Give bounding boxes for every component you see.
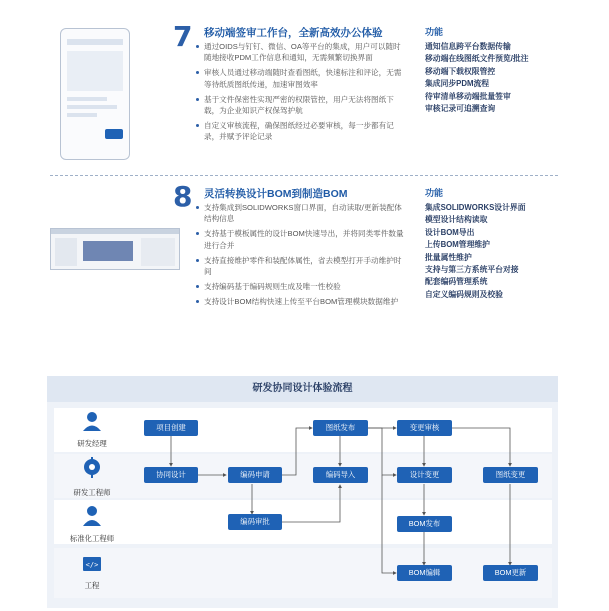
svg-text:</>: </> — [85, 561, 99, 569]
feature-item: 模型设计结构读取 — [425, 215, 488, 225]
flow-box-co-design: 协同设计 — [144, 467, 198, 483]
flow-box-bom-update: BOM更新 — [483, 565, 538, 581]
section-7-number: 7 — [173, 20, 193, 53]
feature-item: 自定义编码规则及校验 — [425, 289, 503, 299]
feature-item: 配套编码管理系统 — [425, 277, 488, 287]
bullet-item: 基于文件保密性实现严密的权限管控，用户无法将图纸下载，为企业知识产权保驾护航 — [195, 94, 407, 116]
flow-title: 研发协同设计体验流程 — [252, 383, 353, 394]
flow-box-change-review: 变更审核 — [397, 420, 452, 436]
bullet-item: 支持直接维护零件和装配体属性，省去模型打开手动维护时间 — [195, 255, 407, 277]
feature-item: 支持与第三方系统平台对接 — [425, 265, 519, 275]
flow-box-code-import: 编码导入 — [313, 467, 368, 483]
feature-item: 设计BOM导出 — [425, 227, 475, 237]
feature-item: 集成同步PDM流程 — [425, 79, 490, 89]
role-label: 工程 — [84, 581, 100, 590]
feature-item: 集成SOLIDWORKS设计界面 — [425, 203, 526, 212]
flow-box-code-apply: 编码申请 — [228, 467, 282, 483]
feature-item: 移动端下载权限管控 — [425, 66, 496, 76]
feature-item: 通知信息跨平台数据传输 — [425, 42, 511, 51]
section-8-features-title: 功能 — [425, 188, 444, 198]
feature-item: 移动端在线图纸文件预览/批注 — [425, 54, 529, 64]
section-7-features-title: 功能 — [425, 27, 444, 37]
bullet-item: 支持设计BOM结构快速上传至平台BOM管理模块数据维护 — [195, 296, 407, 307]
role-label: 研发工程师 — [73, 488, 111, 497]
bullet-item: 审核人员通过移动端随时查看图纸，快速标注和评论，无需等待纸质图纸传递，加速审图效率 — [195, 67, 407, 89]
section-7-title: 移动端签审工作台，全新高效办公体验 — [204, 27, 383, 39]
role-label: 标准化工程师 — [69, 534, 115, 543]
feature-item: 审核记录可追溯查询 — [425, 104, 496, 114]
flow-box-design-change: 设计变更 — [397, 467, 452, 483]
bullet-item: 通过OIDS与钉钉、微信、OA等平台的集成，用户可以随时随地接收PDM工作信息和通知，无需频繁切换界面 — [195, 41, 407, 63]
section-8-title: 灵活转换设计BOM到制造BOM — [204, 188, 348, 200]
flow-box-code-review: 编码审批 — [228, 514, 282, 530]
bullet-item: 支持编码基于编码规则生成及唯一性校验 — [195, 281, 407, 292]
flow-box-drawing-release: 图纸发布 — [313, 420, 368, 436]
feature-item: 上传BOM管理维护 — [425, 240, 490, 250]
role-label: 研发经理 — [77, 439, 107, 448]
flow-box-bom-edit: BOM编辑 — [397, 565, 452, 581]
flow-box-project-create: 项目创建 — [144, 420, 198, 436]
flow-box-drawing-change: 图纸变更 — [483, 467, 538, 483]
bullet-item: 支持集成到SOLIDWORKS窗口界面，自动读取/更新装配体结构信息 — [195, 202, 407, 224]
feature-item: 批量属性维护 — [425, 252, 472, 262]
flow-box-bom-release: BOM发布 — [397, 516, 452, 532]
bullet-item: 自定义审核流程，确保图纸经过必要审核，每一步都有记录，并赋予评论记录 — [195, 120, 407, 142]
section-8-number: 8 — [173, 180, 193, 213]
feature-item: 待审清单移动端批量签审 — [425, 91, 511, 101]
bullet-item: 支持基于模板属性的设计BOM快速导出，并将同类零件数量进行合并 — [195, 228, 407, 250]
